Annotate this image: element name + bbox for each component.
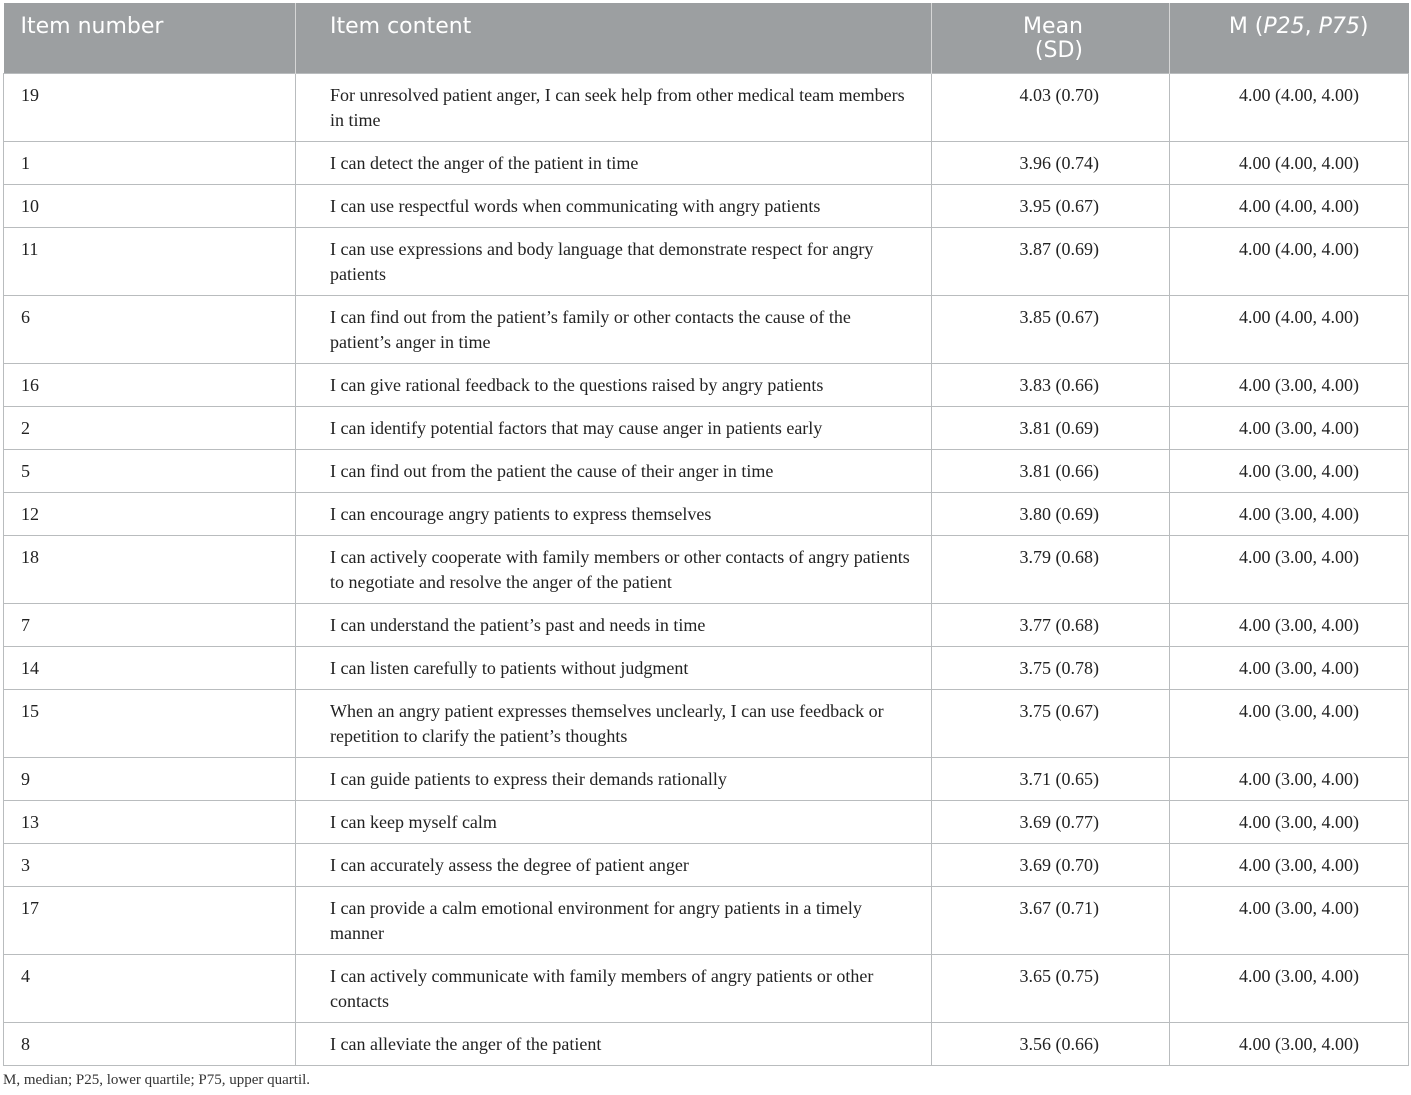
cell-mean-sd: 3.75 (0.67) — [932, 690, 1170, 758]
table-body — [4, 74, 1409, 1066]
cell-item-content: I can accurately assess the degree of patient anger — [296, 844, 932, 887]
cell-item-content: When an angry patient expresses themselves unclearly, I can use feedback or repetition to clarify the patient’s thoughts — [296, 690, 932, 758]
cell-item-number: 9 — [4, 758, 296, 801]
cell-item-content: I can use expressions and body language that demonstrate respect for angry patients — [296, 228, 932, 296]
cell-mean-sd: 3.56 (0.66) — [932, 1023, 1170, 1066]
cell-item-number: 3 — [4, 844, 296, 887]
cell-median-quartiles: 4.00 (3.00, 4.00) — [1170, 493, 1409, 536]
table-row — [4, 801, 1409, 844]
header-median-p75: P75 — [1318, 14, 1360, 39]
table-row — [4, 1023, 1409, 1066]
header-median-quartiles — [1170, 3, 1409, 74]
cell-item-number: 19 — [4, 74, 296, 142]
cell-item-content: I can listen carefully to patients without judgment — [296, 647, 932, 690]
table-row — [4, 604, 1409, 647]
cell-item-content: I can find out from the patient’s family or other contacts the cause of the patient’s anger in time — [296, 296, 932, 364]
header-row — [4, 3, 1409, 74]
cell-item-content: I can alleviate the anger of the patient — [296, 1023, 932, 1066]
cell-mean-sd: 3.80 (0.69) — [932, 493, 1170, 536]
cell-mean-sd: 3.81 (0.69) — [932, 407, 1170, 450]
cell-median-quartiles: 4.00 (4.00, 4.00) — [1170, 142, 1409, 185]
cell-mean-sd: 3.81 (0.66) — [932, 450, 1170, 493]
header-item-content: Item content — [296, 3, 932, 74]
cell-item-number: 6 — [4, 296, 296, 364]
cell-median-quartiles: 4.00 (3.00, 4.00) — [1170, 407, 1409, 450]
table-row — [4, 296, 1409, 364]
table-row — [4, 844, 1409, 887]
cell-median-quartiles: 4.00 (3.00, 4.00) — [1170, 758, 1409, 801]
cell-item-content: I can guide patients to express their demands rationally — [296, 758, 932, 801]
table-row — [4, 142, 1409, 185]
cell-median-quartiles: 4.00 (4.00, 4.00) — [1170, 228, 1409, 296]
table-row — [4, 887, 1409, 955]
header-median-p25: P25 — [1263, 14, 1305, 39]
cell-item-number: 1 — [4, 142, 296, 185]
cell-mean-sd: 3.65 (0.75) — [932, 955, 1170, 1023]
table-row — [4, 955, 1409, 1023]
header-mean-line2: (SD) — [1034, 38, 1083, 63]
header-mean-line1: Mean — [1023, 14, 1083, 39]
cell-item-number: 16 — [4, 364, 296, 407]
table-row — [4, 758, 1409, 801]
cell-item-number: 13 — [4, 801, 296, 844]
cell-item-number: 2 — [4, 407, 296, 450]
table-row — [4, 536, 1409, 604]
cell-item-number: 14 — [4, 647, 296, 690]
cell-item-content: I can actively cooperate with family members or other contacts of angry patients to negotiate and resolve the anger of the patient — [296, 536, 932, 604]
cell-median-quartiles: 4.00 (3.00, 4.00) — [1170, 604, 1409, 647]
table-row — [4, 407, 1409, 450]
cell-median-quartiles: 4.00 (3.00, 4.00) — [1170, 647, 1409, 690]
cell-item-content: I can identify potential factors that may cause anger in patients early — [296, 407, 932, 450]
cell-item-content: I can find out from the patient the cause of their anger in time — [296, 450, 932, 493]
cell-mean-sd: 4.03 (0.70) — [932, 74, 1170, 142]
cell-median-quartiles: 4.00 (3.00, 4.00) — [1170, 801, 1409, 844]
cell-item-number: 8 — [4, 1023, 296, 1066]
table-row — [4, 493, 1409, 536]
cell-median-quartiles: 4.00 (3.00, 4.00) — [1170, 887, 1409, 955]
table-row — [4, 185, 1409, 228]
table-row — [4, 450, 1409, 493]
header-median-sep: , — [1304, 14, 1319, 39]
cell-item-content: For unresolved patient anger, I can seek help from other medical team members in time — [296, 74, 932, 142]
cell-mean-sd: 3.71 (0.65) — [932, 758, 1170, 801]
table-row — [4, 690, 1409, 758]
cell-item-number: 11 — [4, 228, 296, 296]
cell-item-content: I can give rational feedback to the questions raised by angry patients — [296, 364, 932, 407]
cell-mean-sd: 3.75 (0.78) — [932, 647, 1170, 690]
cell-mean-sd: 3.79 (0.68) — [932, 536, 1170, 604]
table-footnote: M, median; P25, lower quartile; P75, upper quartil. — [3, 1072, 311, 1088]
item-statistics-table — [3, 3, 1409, 1066]
cell-item-content: I can actively communicate with family members of angry patients or other contacts — [296, 955, 932, 1023]
data-table-container — [3, 3, 1408, 1066]
cell-median-quartiles: 4.00 (3.00, 4.00) — [1170, 1023, 1409, 1066]
cell-mean-sd: 3.69 (0.70) — [932, 844, 1170, 887]
cell-median-quartiles: 4.00 (3.00, 4.00) — [1170, 450, 1409, 493]
cell-median-quartiles: 4.00 (4.00, 4.00) — [1170, 185, 1409, 228]
cell-median-quartiles: 4.00 (3.00, 4.00) — [1170, 536, 1409, 604]
cell-median-quartiles: 4.00 (4.00, 4.00) — [1170, 296, 1409, 364]
cell-item-number: 5 — [4, 450, 296, 493]
cell-item-number: 15 — [4, 690, 296, 758]
cell-item-content: I can provide a calm emotional environment for angry patients in a timely manner — [296, 887, 932, 955]
header-median-prefix: M ( — [1228, 14, 1264, 39]
cell-median-quartiles: 4.00 (3.00, 4.00) — [1170, 364, 1409, 407]
table-row — [4, 228, 1409, 296]
table-row — [4, 647, 1409, 690]
cell-item-content: I can use respectful words when communicating with angry patients — [296, 185, 932, 228]
cell-mean-sd: 3.83 (0.66) — [932, 364, 1170, 407]
cell-item-number: 7 — [4, 604, 296, 647]
cell-item-number: 18 — [4, 536, 296, 604]
cell-median-quartiles: 4.00 (3.00, 4.00) — [1170, 690, 1409, 758]
cell-mean-sd: 3.77 (0.68) — [932, 604, 1170, 647]
cell-mean-sd: 3.85 (0.67) — [932, 296, 1170, 364]
header-item-number: Item number — [4, 3, 296, 74]
cell-item-content: I can understand the patient’s past and needs in time — [296, 604, 932, 647]
header-mean-sd — [932, 3, 1170, 74]
header-median-suffix: ) — [1359, 14, 1369, 39]
cell-item-content: I can detect the anger of the patient in time — [296, 142, 932, 185]
cell-mean-sd: 3.69 (0.77) — [932, 801, 1170, 844]
cell-item-number: 10 — [4, 185, 296, 228]
table-row — [4, 364, 1409, 407]
cell-item-number: 17 — [4, 887, 296, 955]
cell-item-content: I can encourage angry patients to express themselves — [296, 493, 932, 536]
cell-median-quartiles: 4.00 (3.00, 4.00) — [1170, 955, 1409, 1023]
cell-mean-sd: 3.87 (0.69) — [932, 228, 1170, 296]
cell-mean-sd: 3.95 (0.67) — [932, 185, 1170, 228]
cell-mean-sd: 3.96 (0.74) — [932, 142, 1170, 185]
cell-item-content: I can keep myself calm — [296, 801, 932, 844]
cell-item-number: 4 — [4, 955, 296, 1023]
table-header — [4, 3, 1409, 74]
cell-median-quartiles: 4.00 (4.00, 4.00) — [1170, 74, 1409, 142]
table-row — [4, 74, 1409, 142]
cell-item-number: 12 — [4, 493, 296, 536]
cell-mean-sd: 3.67 (0.71) — [932, 887, 1170, 955]
cell-median-quartiles: 4.00 (3.00, 4.00) — [1170, 844, 1409, 887]
